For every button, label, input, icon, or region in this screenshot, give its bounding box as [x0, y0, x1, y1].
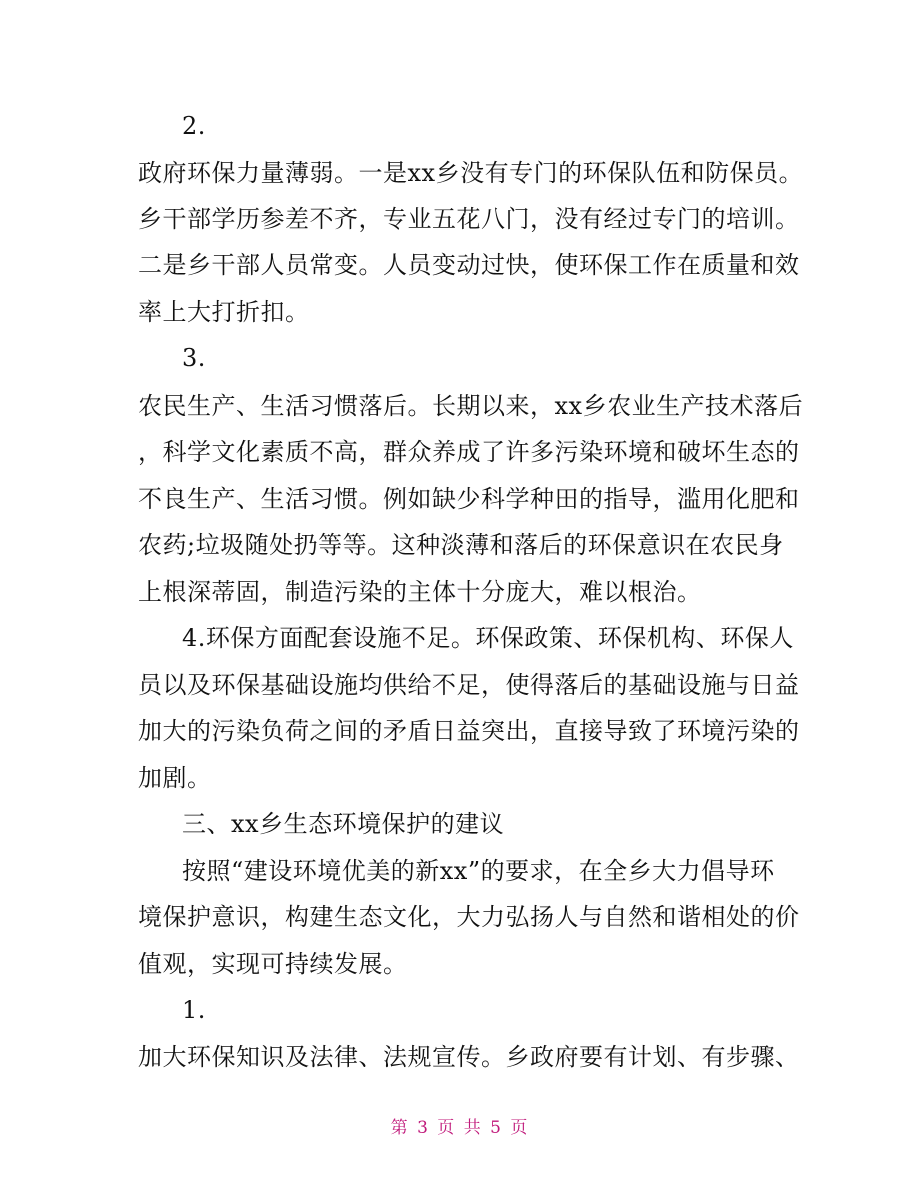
section-number-2: 2. [182, 112, 206, 140]
body-line: 4.环保方面配套设施不足。环保政策、环保机构、环保人 [182, 624, 794, 652]
body-line: 政府环保力量薄弱。一是xx乡没有专门的环保队伍和防保员。 [138, 159, 804, 187]
body-line: 农民生产、生活习惯落后。长期以来，xx乡农业生产技术落后 [138, 392, 804, 420]
section-number-3: 3. [182, 344, 206, 372]
body-line: 加大环保知识及法律、法规宣传。乡政府要有计划、有步骤、 [138, 1043, 800, 1071]
section-heading: 三、xx乡生态环境保护的建议 [182, 810, 505, 838]
body-line: 率上大打折扣。 [138, 298, 310, 326]
body-line: 乡干部学历参差不齐，专业五花八门，没有经过专门的培训。 [138, 205, 800, 233]
body-line: 上根深蒂固，制造污染的主体十分庞大，难以根治。 [138, 578, 702, 606]
body-line: 境保护意识，构建生态文化，大力弘扬人与自然和谐相处的价 [138, 903, 800, 931]
page-number-footer: 第 3 页 共 5 页 [390, 1118, 530, 1138]
body-line: 加大的污染负荷之间的矛盾日益突出，直接导致了环境污染的 [138, 717, 800, 745]
body-line: ，科学文化素质不高，群众养成了许多污染环境和破坏生态的 [138, 438, 800, 466]
body-line: 值观，实现可持续发展。 [138, 950, 408, 978]
body-line: 农药;垃圾随处扔等等。这种淡薄和落后的环保意识在农民身 [138, 531, 784, 559]
body-line: 员以及环保基础设施均供给不足，使得落后的基础设施与日益 [138, 671, 800, 699]
section-number-1: 1. [182, 996, 206, 1024]
body-line: 二是乡干部人员常变。人员变动过快，使环保工作在质量和效 [138, 251, 800, 279]
body-line: 按照“建设环境优美的新xx”的要求，在全乡大力倡导环 [182, 857, 775, 885]
body-line: 加剧。 [138, 764, 212, 792]
body-line: 不良生产、生活习惯。例如缺少科学种田的指导，滥用化肥和 [138, 485, 800, 513]
